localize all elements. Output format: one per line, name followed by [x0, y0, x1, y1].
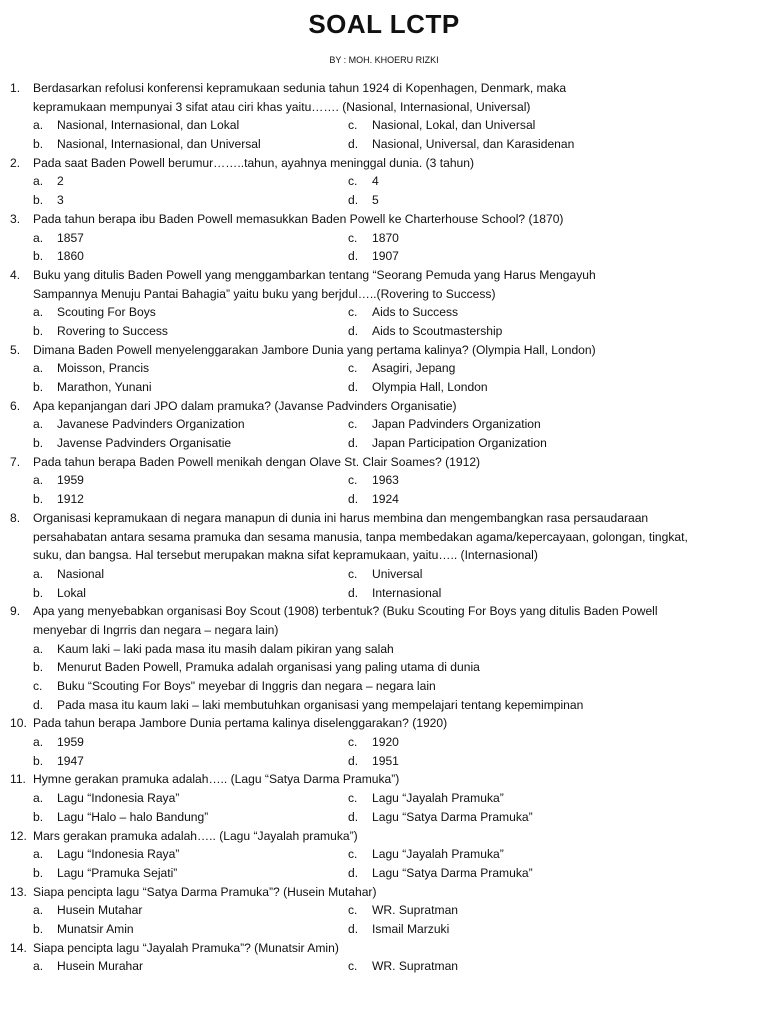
option-text: 1924	[372, 492, 399, 507]
option-row	[10, 640, 745, 659]
option-text: 1959	[57, 735, 84, 750]
option-text: Marathon, Yunani	[57, 380, 152, 394]
option-text: Munatsir Amin	[57, 921, 134, 936]
option-text: Aids to Scoutmastership	[372, 323, 503, 338]
option-row	[10, 490, 745, 509]
option-letter: c.	[348, 791, 358, 806]
answer-option	[33, 957, 143, 976]
option-text: Husein Mutahar	[57, 903, 143, 918]
question-number: 12.	[10, 828, 27, 843]
option-letter: b.	[33, 436, 44, 451]
question-text: persahabatan antara sesama pramuka dan sesama manusia, tanpa membedakan agama/kepercayaan, golongan, tingkat,	[33, 529, 688, 544]
option-row	[10, 116, 745, 135]
question-text-line	[10, 453, 745, 472]
option-text: Rovering to Success	[57, 323, 168, 338]
option-row	[10, 696, 745, 715]
answer-option	[33, 116, 239, 135]
answer-option	[33, 864, 177, 883]
option-text: 4	[372, 174, 379, 189]
option-text: 1870	[372, 230, 399, 245]
option-text: Pada masa itu kaum laki – laki membutuhkan organisasi yang mempelajari tentang kepemimpinan	[57, 697, 584, 712]
answer-option	[33, 565, 104, 584]
question-item	[10, 602, 745, 714]
question-number: 3.	[10, 211, 21, 226]
option-text: Olympia Hall, London	[372, 380, 488, 394]
option-letter: c.	[348, 959, 358, 974]
option-text: Lagu “Pramuka Sejati”	[57, 865, 178, 880]
question-number: 6.	[10, 398, 21, 413]
option-letter: a.	[33, 305, 44, 320]
answer-option	[33, 303, 156, 322]
question-text-line	[10, 939, 745, 958]
question-text: Siapa pencipta lagu “Jayalah Pramuka”? (Munatsir Amin)	[33, 940, 339, 955]
question-text-line	[10, 266, 745, 285]
option-letter: a.	[33, 847, 44, 862]
question-text-line	[10, 621, 745, 640]
question-text-line	[10, 770, 745, 789]
option-letter: c.	[348, 847, 358, 862]
option-text: 2	[57, 174, 64, 189]
option-row	[10, 957, 745, 976]
option-text: Buku “Scouting For Boys" meyebar di Inggris dan negara – negara lain	[57, 679, 436, 693]
answer-option	[33, 322, 168, 341]
option-row	[10, 752, 745, 771]
answer-option	[33, 640, 394, 659]
option-letter: b.	[33, 492, 44, 507]
question-number: 14.	[10, 940, 27, 955]
question-text: Buku yang ditulis Baden Powell yang menggambarkan tentang “Seorang Pemuda yang Harus Mengayuh	[33, 267, 596, 282]
option-text: 1947	[57, 753, 84, 768]
question-item	[10, 770, 745, 826]
option-text: Nasional	[57, 566, 105, 581]
question-number: 1.	[10, 81, 21, 95]
author-line: BY : MOH. KHOERU RIZKI	[329, 55, 439, 65]
question-text-line	[10, 883, 745, 902]
option-letter: d.	[348, 249, 359, 264]
option-letter: d.	[348, 436, 359, 451]
answer-option	[33, 733, 84, 752]
answer-option	[33, 471, 84, 490]
option-letter: c.	[348, 903, 358, 918]
answer-option	[348, 191, 379, 210]
answer-option	[33, 696, 583, 715]
option-letter: d.	[348, 492, 359, 507]
option-text: Internasional	[372, 585, 442, 600]
option-text: Kaum laki – laki pada masa itu masih dalam pikiran yang salah	[57, 641, 394, 656]
option-row	[10, 901, 745, 920]
option-text: 1860	[57, 249, 84, 264]
question-text-line	[10, 714, 745, 733]
option-letter: b.	[33, 753, 44, 768]
question-text-line	[10, 210, 745, 229]
option-row	[10, 864, 745, 883]
option-row	[10, 565, 745, 584]
option-row	[10, 303, 745, 322]
option-row	[10, 920, 745, 939]
question-number: 5.	[10, 342, 21, 357]
question-item	[10, 714, 745, 770]
question-text: Berdasarkan refolusi konferensi kepramukaan sedunia tahun 1924 di Kopenhagen, Denmark, maka	[33, 81, 567, 95]
option-row	[10, 322, 745, 341]
option-text: Nasional, Lokal, dan Universal	[372, 118, 536, 133]
option-text: Japan Padvinders Organization	[372, 417, 541, 432]
option-letter: d.	[348, 753, 359, 768]
option-text: Nasional, Internasional, dan Lokal	[57, 118, 240, 133]
question-item	[10, 397, 745, 453]
question-text: Sampannya Menuju Pantai Bahagia” yaitu buku yang berjdul…..(Rovering to Success)	[33, 286, 496, 301]
option-letter: c.	[348, 473, 358, 488]
question-text-line	[10, 546, 745, 565]
question-text: suku, dan bangsa. Hal tersebut merupakan makna sifat kepramukaan, yaitu….. (Internasional)	[33, 548, 538, 563]
option-letter: c.	[348, 735, 358, 750]
option-text: Lagu “Satya Darma Pramuka”	[372, 865, 533, 880]
option-letter: a.	[33, 230, 44, 245]
question-text: Apa kepanjangan dari JPO dalam pramuka? (Javanse Padvinders Organisatie)	[33, 398, 457, 413]
answer-option	[348, 920, 449, 939]
question-list	[10, 79, 745, 976]
answer-option	[33, 135, 261, 154]
option-letter: a.	[33, 417, 44, 432]
answer-option	[348, 135, 574, 154]
question-number: 4.	[10, 267, 21, 282]
question-text-line	[10, 154, 745, 173]
answer-option	[348, 303, 458, 322]
question-text: Pada saat Baden Powell berumur……..tahun, ayahnya meninggal dunia. (3 tahun)	[33, 155, 475, 170]
option-letter: a.	[33, 566, 44, 581]
question-item	[10, 509, 745, 602]
option-letter: b.	[33, 585, 44, 600]
option-letter: b.	[33, 137, 44, 152]
answer-option	[348, 247, 399, 266]
option-row	[10, 789, 745, 808]
answer-option	[33, 658, 480, 677]
question-text: Mars gerakan pramuka adalah….. (Lagu “Jayalah pramuka”)	[33, 828, 358, 843]
option-text: Ismail Marzuki	[372, 921, 450, 936]
option-letter: b.	[33, 193, 44, 208]
option-row	[10, 247, 745, 266]
option-text: Javense Padvinders Organisatie	[57, 436, 232, 451]
option-row	[10, 378, 745, 397]
answer-option	[33, 359, 149, 378]
answer-option	[33, 172, 64, 191]
option-letter: c.	[348, 174, 358, 189]
option-text: Lagu “Jayalah Pramuka”	[372, 791, 504, 806]
question-text-line	[10, 397, 745, 416]
option-row	[10, 359, 745, 378]
option-letter: a.	[33, 641, 44, 656]
question-text-line	[10, 827, 745, 846]
option-row	[10, 677, 745, 696]
page-title: SOAL LCTP	[308, 9, 460, 39]
question-item	[10, 341, 745, 397]
option-text: WR. Supratman	[372, 903, 459, 918]
option-text: Asagiri, Jepang	[372, 361, 456, 376]
option-text: Scouting For Boys	[57, 305, 156, 320]
option-letter: d.	[33, 697, 44, 712]
option-text: Lagu “Satya Darma Pramuka”	[372, 809, 533, 824]
question-text: Apa yang menyebabkan organisasi Boy Scout (1908) terbentuk? (Buku Scouting For Boys yang ditulis Baden Powell	[33, 604, 658, 619]
option-row	[10, 584, 745, 603]
answer-option	[348, 378, 488, 397]
answer-option	[348, 434, 547, 453]
question-item	[10, 827, 745, 883]
option-letter: b.	[33, 323, 44, 338]
question-text-line	[10, 509, 745, 528]
answer-option	[33, 415, 245, 434]
answer-option	[33, 229, 84, 248]
answer-option	[348, 565, 422, 584]
answer-option	[33, 845, 179, 864]
answer-option	[348, 845, 504, 864]
question-item	[10, 154, 745, 210]
question-text: Hymne gerakan pramuka adalah….. (Lagu “Satya Darma Pramuka”)	[33, 772, 400, 787]
option-letter: d.	[348, 380, 359, 394]
option-text: Menurut Baden Powell, Pramuka adalah organisasi yang paling utama di dunia	[57, 660, 480, 675]
option-letter: c.	[33, 679, 43, 693]
option-text: WR. Supratman	[372, 959, 459, 974]
answer-option	[348, 901, 458, 920]
option-row	[10, 471, 745, 490]
option-text: Javanese Padvinders Organization	[57, 417, 245, 432]
answer-option	[348, 490, 399, 509]
option-text: 1920	[372, 735, 399, 750]
answer-option	[33, 490, 84, 509]
option-letter: d.	[348, 809, 359, 824]
answer-option	[33, 752, 84, 771]
option-letter: a.	[33, 473, 44, 488]
option-text: Lagu “Indonesia Raya”	[57, 847, 180, 862]
question-text-line	[10, 602, 745, 621]
option-letter: a.	[33, 361, 44, 376]
option-letter: a.	[33, 118, 44, 133]
option-row	[10, 172, 745, 191]
option-letter: c.	[348, 361, 358, 376]
answer-option	[348, 584, 441, 603]
answer-option	[33, 584, 86, 603]
option-letter: d.	[348, 585, 359, 600]
answer-option	[348, 229, 399, 248]
option-text: Aids to Success	[372, 305, 459, 320]
option-letter: d.	[348, 323, 359, 338]
question-text: Pada tahun berapa Jambore Dunia pertama kalinya diselenggarakan? (1920)	[33, 716, 448, 731]
answer-option	[33, 677, 436, 696]
question-text: Organisasi kepramukaan di negara manapun di dunia ini harus membina dan mengembangkan rasa persaudaraan	[33, 510, 649, 525]
question-number: 8.	[10, 510, 21, 525]
option-text: Husein Murahar	[57, 959, 144, 974]
question-text-line	[10, 528, 745, 547]
answer-option	[348, 415, 541, 434]
answer-option	[348, 864, 533, 883]
option-text: Lagu “Jayalah Pramuka”	[372, 847, 504, 862]
option-text: Universal	[372, 566, 423, 581]
answer-option	[33, 378, 152, 397]
option-letter: d.	[348, 921, 359, 936]
option-letter: d.	[348, 193, 359, 208]
option-text: 1912	[57, 492, 84, 507]
option-letter: c.	[348, 566, 358, 581]
option-letter: c.	[348, 305, 358, 320]
option-letter: a.	[33, 791, 44, 806]
option-letter: b.	[33, 921, 44, 936]
answer-option	[33, 789, 179, 808]
option-row	[10, 434, 745, 453]
question-item	[10, 79, 745, 154]
option-text: Lokal	[57, 585, 86, 600]
question-number: 13.	[10, 884, 27, 899]
answer-option	[33, 247, 84, 266]
question-text-line	[10, 79, 745, 98]
option-row	[10, 135, 745, 154]
question-number: 11.	[10, 772, 26, 787]
answer-option	[348, 471, 399, 490]
question-number: 7.	[10, 454, 21, 469]
answer-option	[348, 172, 379, 191]
answer-option	[348, 322, 502, 341]
question-text-line	[10, 341, 745, 360]
answer-option	[33, 191, 64, 210]
answer-option	[348, 752, 399, 771]
option-letter: d.	[348, 865, 359, 880]
answer-option	[348, 733, 399, 752]
option-text: Nasional, Internasional, dan Universal	[57, 137, 261, 152]
question-text: Pada tahun berapa ibu Baden Powell memasukkan Baden Powell ke Charterhouse School? (1870)	[33, 211, 564, 226]
answer-option	[348, 359, 455, 378]
question-text-line	[10, 285, 745, 304]
option-text: 1857	[57, 230, 84, 245]
option-letter: a.	[33, 903, 44, 918]
question-number: 2.	[10, 155, 21, 170]
answer-option	[33, 901, 142, 920]
answer-option	[33, 434, 231, 453]
option-letter: a.	[33, 735, 44, 750]
option-row	[10, 808, 745, 827]
answer-option	[33, 808, 208, 827]
option-text: 1951	[372, 753, 399, 768]
question-item	[10, 453, 745, 509]
option-text: Lagu “Halo – halo Bandung”	[57, 809, 209, 824]
option-text: 3	[57, 193, 64, 208]
option-letter: c.	[348, 230, 358, 245]
option-text: Moisson, Prancis	[57, 361, 150, 376]
question-item	[10, 210, 745, 266]
option-row	[10, 415, 745, 434]
question-item	[10, 266, 745, 341]
option-text: Japan Participation Organization	[372, 436, 547, 451]
option-letter: a.	[33, 174, 44, 189]
option-letter: c.	[348, 417, 358, 432]
question-text-line	[10, 98, 745, 117]
option-letter: a.	[33, 959, 44, 974]
question-text: Siapa pencipta lagu “Satya Darma Pramuka”? (Husein Mutahar)	[33, 884, 377, 899]
option-text: Lagu “Indonesia Raya”	[57, 791, 180, 806]
question-text: menyebar di Ingrris dan negara – negara lain)	[33, 622, 279, 637]
question-text: Pada tahun berapa Baden Powell menikah dengan Olave St. Clair Soames? (1912)	[33, 454, 481, 469]
option-letter: d.	[348, 137, 359, 152]
option-text: 1963	[372, 473, 399, 488]
option-letter: b.	[33, 809, 44, 824]
answer-option	[348, 116, 535, 135]
option-row	[10, 733, 745, 752]
answer-option	[348, 789, 504, 808]
answer-option	[348, 808, 533, 827]
option-letter: b.	[33, 249, 44, 264]
question-text: Dimana Baden Powell menyelenggarakan Jambore Dunia yang pertama kalinya? (Olympia Hall, London)	[33, 342, 596, 357]
option-letter: b.	[33, 865, 44, 880]
option-letter: c.	[348, 118, 358, 133]
option-text: 5	[372, 193, 379, 208]
question-text: kepramukaan mempunyai 3 sifat atau ciri khas yaitu……. (Nasional, Internasional, Universal)	[33, 99, 531, 114]
option-row	[10, 229, 745, 248]
answer-option	[348, 957, 458, 976]
option-text: 1959	[57, 473, 84, 488]
question-item	[10, 883, 745, 939]
question-number: 9.	[10, 604, 21, 619]
option-row	[10, 191, 745, 210]
option-letter: b.	[33, 380, 44, 394]
question-number: 10.	[10, 716, 27, 731]
option-row	[10, 658, 745, 677]
option-text: Nasional, Universal, dan Karasidenan	[372, 137, 575, 152]
option-row	[10, 845, 745, 864]
option-text: 1907	[372, 249, 399, 264]
option-letter: b.	[33, 660, 44, 675]
question-item	[10, 939, 745, 976]
answer-option	[33, 920, 134, 939]
